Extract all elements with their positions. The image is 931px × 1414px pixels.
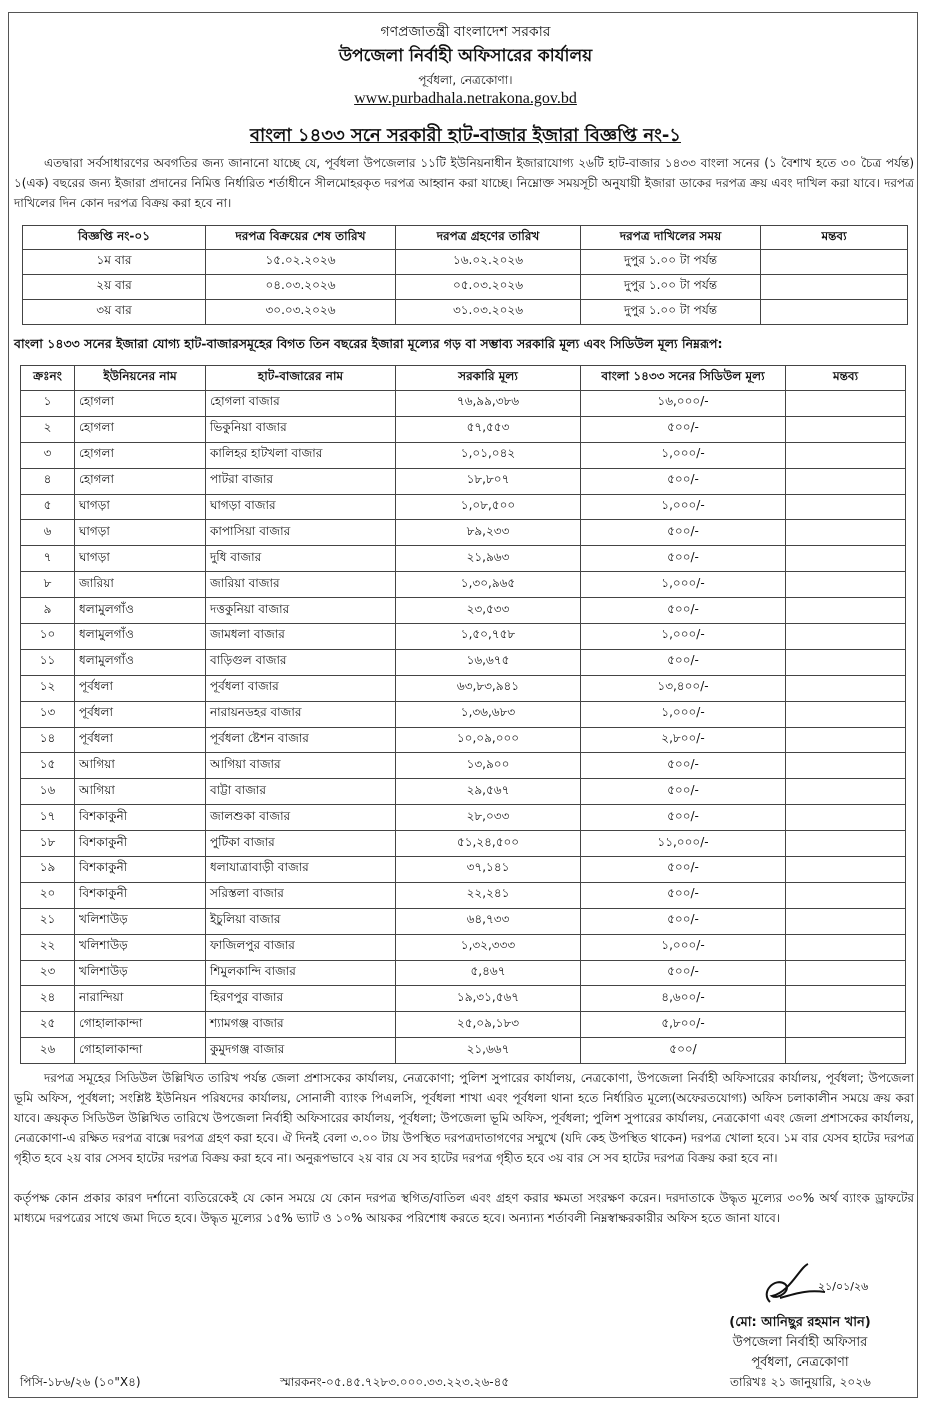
table-row	[21, 391, 906, 417]
table-cell: ১১,০০০/-	[581, 831, 786, 857]
table-row	[21, 520, 906, 546]
table-cell	[761, 300, 908, 325]
table-cell: ৫০০/-	[581, 520, 786, 546]
table-cell: ৮	[21, 572, 75, 598]
table-cell: ১৫.০২.২০২৬	[206, 250, 396, 275]
notice-date: তারিখঃ ২১ জানুয়ারি, ২০২৬	[730, 1375, 871, 1389]
table-cell: ১৫	[21, 753, 75, 779]
table-cell: পূর্বধলা	[75, 701, 206, 727]
table-cell: সরিস্তলা বাজার	[206, 882, 396, 908]
header-cell: দরপত্র বিক্রয়ের শেষ তারিখ	[206, 226, 396, 250]
header-cell: মন্তব্য	[761, 226, 908, 250]
table-cell: ৩য় বার	[23, 300, 206, 325]
table-row	[21, 727, 906, 753]
table-cell: ২য় বার	[23, 275, 206, 300]
print-code: পিসি-১৮৬/২৬ (১০"X৪)	[20, 1375, 141, 1389]
table-cell	[786, 986, 906, 1012]
table-cell: ধলামুলগাঁও	[75, 624, 206, 650]
table-row	[21, 468, 906, 494]
table-cell: নারায়নডহর বাজার	[206, 701, 396, 727]
table-cell: ঘাগড়া	[75, 494, 206, 520]
notice-title: বাংলা ১৪৩৩ সনে সরকারী হাট-বাজার ইজারা বিজ্ঞপ্তি নং-১	[250, 125, 681, 146]
table-cell: পাটরা বাজার	[206, 468, 396, 494]
table-cell: ২৫,০৯,১৮৩	[396, 1012, 581, 1038]
table-cell: ১২	[21, 675, 75, 701]
table-cell: শ্যামগঞ্জ বাজার	[206, 1012, 396, 1038]
table-cell	[786, 701, 906, 727]
table-cell	[786, 391, 906, 417]
table-cell: ৪	[21, 468, 75, 494]
table-cell: ১৬	[21, 779, 75, 805]
table-cell: ১,৩২,৩৩৩	[396, 934, 581, 960]
table-cell: হোগলা	[75, 468, 206, 494]
table-row	[21, 675, 906, 701]
table-cell: ধলামুলগাঁও	[75, 598, 206, 624]
table-row	[21, 494, 906, 520]
table-cell: ইচুলিয়া বাজার	[206, 908, 396, 934]
schedule-header-row	[23, 226, 908, 250]
table-cell: ১৪	[21, 727, 75, 753]
table-cell	[786, 1038, 906, 1064]
table-cell: শিমুলকান্দি বাজার	[206, 960, 396, 986]
table-cell: ১৮,৮০৭	[396, 468, 581, 494]
table-cell: ১	[21, 391, 75, 417]
table-cell: বাট্টা বাজার	[206, 779, 396, 805]
table-cell: আগিয়া	[75, 779, 206, 805]
table-cell: ৫০০/-	[581, 960, 786, 986]
table-cell: ১৬,০০০/-	[581, 391, 786, 417]
schedule-table	[22, 225, 908, 325]
table-cell	[786, 882, 906, 908]
table-cell: ১৭	[21, 805, 75, 831]
table-cell: ১,০০০/-	[581, 701, 786, 727]
table-cell	[786, 598, 906, 624]
table-cell: ৫	[21, 494, 75, 520]
market-header-row	[21, 366, 906, 391]
header-cell: বিজ্ঞপ্তি নং-০১	[23, 226, 206, 250]
signatory-designation: উপজেলা নির্বাহী অফিসার	[732, 1335, 868, 1350]
table-cell: ৫০০/-	[581, 546, 786, 572]
table-row	[23, 300, 908, 325]
table-cell: ধলামুলগাঁও	[75, 649, 206, 675]
table-cell: ৩১.০৩.২০২৬	[396, 300, 581, 325]
table-row	[21, 624, 906, 650]
table-cell: গোহালাকান্দা	[75, 1038, 206, 1064]
table-cell: ০৫.০৩.২০২৬	[396, 275, 581, 300]
government-name: গণপ্রজাতন্ত্রী বাংলাদেশ সরকার	[380, 24, 551, 40]
table-row	[21, 546, 906, 572]
table-cell: ১,০০০/-	[581, 934, 786, 960]
table-cell: ১ম বার	[23, 250, 206, 275]
table-cell: ২৮,০৩৩	[396, 805, 581, 831]
table-cell: ২২,২৪১	[396, 882, 581, 908]
table-cell: ৫০০/-	[581, 779, 786, 805]
signature-date: ২১/০১/২৬	[818, 1280, 869, 1293]
table-cell: খলিশাউড়	[75, 908, 206, 934]
table-row	[21, 882, 906, 908]
table-cell: ০৪.০৩.২০২৬	[206, 275, 396, 300]
table-row	[21, 857, 906, 883]
table-row	[21, 572, 906, 598]
table-cell: বিশকাকুনী	[75, 882, 206, 908]
table-row	[21, 598, 906, 624]
table-row	[21, 805, 906, 831]
table-row	[21, 908, 906, 934]
table-cell: পূর্বধলা বাজার	[206, 675, 396, 701]
table-cell: ২২	[21, 934, 75, 960]
table-cell: আগিয়া বাজার	[206, 753, 396, 779]
table-cell: পূর্বধলা	[75, 675, 206, 701]
table-cell: ৫০০/-	[581, 468, 786, 494]
header-cell: ক্রঃনং	[21, 366, 75, 391]
table-cell	[786, 831, 906, 857]
table-cell: ১,৩০,৯৬৫	[396, 572, 581, 598]
table-row	[21, 960, 906, 986]
table-row	[21, 753, 906, 779]
table-cell: ১,৩৬,৬৮৩	[396, 701, 581, 727]
office-name: উপজেলা নির্বাহী অফিসারের কার্যালয়	[338, 46, 593, 66]
market-table	[20, 365, 906, 1064]
table-cell: পুটিকা বাজার	[206, 831, 396, 857]
table-cell: বিশকাকুনী	[75, 805, 206, 831]
table-cell: ঘাগড়া	[75, 520, 206, 546]
table-cell: ২৩	[21, 960, 75, 986]
table-row	[21, 831, 906, 857]
table-cell	[786, 468, 906, 494]
table-cell: ১,০১,০৪২	[396, 442, 581, 468]
table-cell	[761, 250, 908, 275]
table-cell	[786, 727, 906, 753]
table-cell: ৫৭,৫৫৩	[396, 416, 581, 442]
table-cell: ৫,৮০০/-	[581, 1012, 786, 1038]
table-cell: ১০,০৯,০০০	[396, 727, 581, 753]
table-row	[21, 416, 906, 442]
table-cell	[786, 649, 906, 675]
header-cell: ইউনিয়নের নাম	[75, 366, 206, 391]
table-cell: খলিশাউড়	[75, 960, 206, 986]
table-cell: জালশুকা বাজার	[206, 805, 396, 831]
table-cell	[786, 442, 906, 468]
table-cell: পূর্বধলা ষ্টেশন বাজার	[206, 727, 396, 753]
table-cell	[786, 624, 906, 650]
table-cell: পূর্বধলা	[75, 727, 206, 753]
table-cell: হোগলা	[75, 416, 206, 442]
table-cell: ২,৮০০/-	[581, 727, 786, 753]
table-cell: ১০	[21, 624, 75, 650]
table-cell: জামধলা বাজার	[206, 624, 396, 650]
table-cell	[786, 520, 906, 546]
table-cell: ১৬,৬৭৫	[396, 649, 581, 675]
table-cell: আগিয়া	[75, 753, 206, 779]
table-cell: ৫০০/	[581, 1038, 786, 1064]
market-table-caption: বাংলা ১৪৩৩ সনের ইজারা যোগ্য হাট-বাজারসমূহের বিগত তিন বছরের ইজারা মূল্যের গড় বা সম্ভাব্য সরকারি মূল্য এবং সিডিউল মূল্য নিম্নরূপ:	[14, 336, 723, 351]
table-cell: হোগলা বাজার	[206, 391, 396, 417]
table-cell: ৩৭,১৪১	[396, 857, 581, 883]
table-cell: ঘাগড়া	[75, 546, 206, 572]
table-cell	[786, 1012, 906, 1038]
table-row	[21, 1038, 906, 1064]
table-cell: ২৬	[21, 1038, 75, 1064]
table-cell: ৬৩,৮৩,৯৪১	[396, 675, 581, 701]
table-cell: ২৪	[21, 986, 75, 1012]
table-cell: দুপুর ১.০০ টা পর্যন্ত	[581, 300, 761, 325]
table-row	[21, 701, 906, 727]
signature-image	[730, 1262, 890, 1312]
table-cell: ১,০০০/-	[581, 572, 786, 598]
table-cell	[786, 494, 906, 520]
header-cell: হাট-বাজারের নাম	[206, 366, 396, 391]
table-cell: বিশকাকুনী	[75, 831, 206, 857]
table-cell: ৬	[21, 520, 75, 546]
table-cell: ৫,৪৬৭	[396, 960, 581, 986]
intro-paragraph: এতদ্বারা সর্বসাধারণের অবগতির জন্য জানানো যাচ্ছে যে, পূর্বধলা উপজেলার ১১টি ইউনিয়নাধীন ইজারাযোগ্য ২৬টি হাট-বাজার ১৪৩৩ বাংলা সনের (১ বৈশাখ হতে ৩০ চৈত্র পর্যন্ত) ১(এক) বছরের জন্য ইজারা প্রদানের নিমিত্ত নির্ধারিত শর্তাধীনে সীলমোহরকৃত দরপত্র আহ্বান করা যাচ্ছে। নিম্নোক্ত সময়সূচী অনুযায়ী ইজারা ডাকের দরপত্র ক্রয় এবং দাখিল করা যাবে। দরপত্র দাখিলের দিন কোন দরপত্র বিক্রয় করা হবে না।	[14, 156, 914, 210]
table-cell	[786, 779, 906, 805]
table-cell: হিরণপুর বাজার	[206, 986, 396, 1012]
table-cell: ২	[21, 416, 75, 442]
table-cell: নারান্দিয়া	[75, 986, 206, 1012]
table-cell: ৬৪,৭৩৩	[396, 908, 581, 934]
table-cell	[786, 416, 906, 442]
table-row	[21, 934, 906, 960]
table-row	[21, 649, 906, 675]
table-cell: ধলাযাত্রাবাড়ী বাজার	[206, 857, 396, 883]
table-cell: ১,৫০,৭৫৮	[396, 624, 581, 650]
table-cell: ৫১,২৪,৫০০	[396, 831, 581, 857]
table-cell: ২৩,৫৩৩	[396, 598, 581, 624]
table-cell: ৫০০/-	[581, 649, 786, 675]
table-cell	[786, 753, 906, 779]
website-link[interactable]: www.purbadhala.netrakona.gov.bd	[354, 90, 577, 107]
table-row	[21, 442, 906, 468]
table-cell: ১৬.০২.২০২৬	[396, 250, 581, 275]
table-cell: ৫০০/-	[581, 416, 786, 442]
table-cell	[786, 960, 906, 986]
table-cell: হোগলা	[75, 442, 206, 468]
table-cell	[786, 572, 906, 598]
header-cell: মন্তব্য	[786, 366, 906, 391]
table-cell: বাড়িগুল বাজার	[206, 649, 396, 675]
table-cell	[786, 908, 906, 934]
table-cell: ২১,৬৬৭	[396, 1038, 581, 1064]
table-cell: জারিয়া বাজার	[206, 572, 396, 598]
table-cell: ১,০০০/-	[581, 624, 786, 650]
table-cell: গোহালাকান্দা	[75, 1012, 206, 1038]
header-cell: সরকারি মূল্য	[396, 366, 581, 391]
table-cell: ৫০০/-	[581, 805, 786, 831]
table-cell	[786, 805, 906, 831]
table-cell: কালিহর হাটখলা বাজার	[206, 442, 396, 468]
table-cell: ২১	[21, 908, 75, 934]
table-row	[21, 779, 906, 805]
table-cell: ১,০০০/-	[581, 442, 786, 468]
table-cell: ১,০৮,৫০০	[396, 494, 581, 520]
table-cell: ১৩	[21, 701, 75, 727]
table-cell: ১,০০০/-	[581, 494, 786, 520]
table-cell: ২৫	[21, 1012, 75, 1038]
table-cell: দুধি বাজার	[206, 546, 396, 572]
table-cell: খলিশাউড়	[75, 934, 206, 960]
table-row	[23, 275, 908, 300]
table-cell: ভিকুনিয়া বাজার	[206, 416, 396, 442]
table-cell: ৫০০/-	[581, 598, 786, 624]
table-cell: ১৩,৯০০	[396, 753, 581, 779]
table-cell: ১৮	[21, 831, 75, 857]
table-cell: ৩০.০৩.২০২৬	[206, 300, 396, 325]
header-cell: বাংলা ১৪৩৩ সনের সিডিউল মূল্য	[581, 366, 786, 391]
table-cell: দুপুর ১.০০ টা পর্যন্ত	[581, 250, 761, 275]
table-cell: দুপুর ১.০০ টা পর্যন্ত	[581, 275, 761, 300]
table-cell: দত্তকুনিয়া বাজার	[206, 598, 396, 624]
table-cell: ৪,৬০০/-	[581, 986, 786, 1012]
conditions-paragraph-1: দরপত্র সমূহের সিডিউল উল্লিখিত তারিখ পর্যন্ত জেলা প্রশাসকের কার্যালয়, নেত্রকোণা; পুলিশ সুপারের কার্যালয়, নেত্রকোণা, উপজেলা নির্বাহী অফিসারের কার্যালয়, পূর্বধলা; উপজেলা ভূমি অফিস, পূর্বধলা; সংশ্লিষ্ট ইউনিয়ন পরিষদের কার্যালয়, সোনালী ব্যাংক পিএলসি, পূর্বধলা শাখা এবং পূর্বধলা থানা হতে নির্ধারিত মূল্যে(অফেরতযোগ্য) অফিস চলাকালীন সময়ে ক্রয় করা যাবে। ক্রয়কৃত সিডিউল উল্লিখিত তারিখে উপজেলা নির্বাহী অফিসারের কার্যালয়, পূর্বধলা; উপজেলা ভূমি অফিস, পূর্বধলা; পুলিশ সুপারের কার্যালয়, নেত্রকোণা এবং জেলা প্রশাসকের কার্যালয়, নেত্রকোণা-এ রক্ষিত দরপত্র বাক্সে দরপত্র গ্রহণ করা হবে। ঐ দিনই বেলা ৩.০০ টায় উপস্থিত দরপত্রদাতাগণের সম্মুখে (যদি কেহ উপস্থিত থাকেন) দরপত্র খোলা হবে। ১ম বার যেসব হাটের দরপত্র গৃহীত হবে ২য় বার সেসব হাটের দরপত্র বিক্রয় করা হবে না। অনুরূপভাবে ২য় বার যে সব হাটের দরপত্র গৃহীত হবে ৩য় বার সে সব হাটের দরপত্র বিক্রয় করা হবে না।	[14, 1071, 914, 1165]
table-cell: ঘাগড়া বাজার	[206, 494, 396, 520]
table-row	[23, 250, 908, 275]
table-cell: ৫০০/-	[581, 882, 786, 908]
table-cell: ৫০০/-	[581, 908, 786, 934]
header-cell: দরপত্র গ্রহণের তারিখ	[396, 226, 581, 250]
table-cell: ৯	[21, 598, 75, 624]
table-row	[21, 1012, 906, 1038]
table-cell: জারিয়া	[75, 572, 206, 598]
table-cell: ৫০০/-	[581, 857, 786, 883]
table-cell: ১৯,৩১,৫৬৭	[396, 986, 581, 1012]
table-cell: ৩	[21, 442, 75, 468]
table-cell	[786, 934, 906, 960]
table-cell: কুমুদগঞ্জ বাজার	[206, 1038, 396, 1064]
table-cell	[786, 675, 906, 701]
office-location: পূর্বধলা, নেত্রকোণা।	[418, 73, 513, 87]
table-cell	[761, 275, 908, 300]
memo-number: স্মারকনং-০৫.৪৫.৭২৮৩.০০০.৩৩.২২৩.২৬-৪৫	[280, 1375, 510, 1389]
table-row	[21, 986, 906, 1012]
table-cell: ৫০০/-	[581, 753, 786, 779]
table-cell: ফাজিলপুর বাজার	[206, 934, 396, 960]
conditions-paragraph-2: কর্তৃপক্ষ কোন প্রকার কারণ দর্শানো ব্যতিরেকেই যে কোন সময়ে যে কোন দরপত্র স্থগিত/বাতিল এবং গ্রহণ করার ক্ষমতা সংরক্ষণ করেন। দরদাতাকে উদ্ধৃত মূল্যের ৩০% অর্থ ব্যাংক ড্রাফটের মাধ্যমে দরপত্রের সাথে জমা দিতে হবে। উদ্ধৃত মূল্যের ১৫% ভ্যাট ও ১০% আয়কর পরিশোধ করতে হবে। অন্যান্য শর্তাবলী নিম্নস্বাক্ষরকারীর অফিস হতে জানা যাবে।	[14, 1191, 914, 1225]
table-cell: ১৯	[21, 857, 75, 883]
table-cell: কাপাসিয়া বাজার	[206, 520, 396, 546]
table-cell: ২০	[21, 882, 75, 908]
table-cell: ২১,৯৬৩	[396, 546, 581, 572]
table-cell: ৭	[21, 546, 75, 572]
signatory-location: পূর্বধলা, নেত্রকোণা	[751, 1355, 849, 1370]
table-cell: ৮৯,২৩৩	[396, 520, 581, 546]
table-cell	[786, 857, 906, 883]
table-cell	[786, 546, 906, 572]
signatory-name: (মো: আনিছুর রহমান খান)	[729, 1315, 871, 1330]
table-cell: হোগলা	[75, 391, 206, 417]
table-cell: বিশকাকুনী	[75, 857, 206, 883]
table-cell: ১১	[21, 649, 75, 675]
table-cell: ২৯,৫৬৭	[396, 779, 581, 805]
table-cell: ১৩,৪০০/-	[581, 675, 786, 701]
header-cell: দরপত্র দাখিলের সময়	[581, 226, 761, 250]
table-cell: ৭৬,৯৯,৩৮৬	[396, 391, 581, 417]
